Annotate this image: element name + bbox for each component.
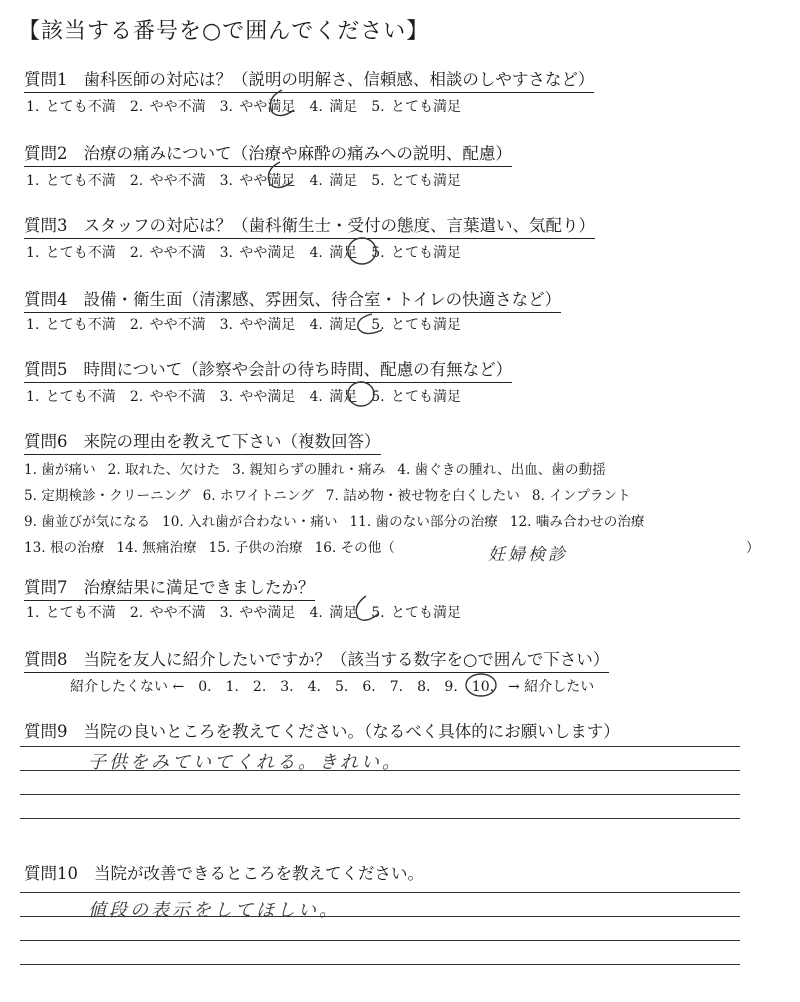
q6-option-10[interactable]: 10. 入れ歯が合わない・痛い <box>162 514 338 530</box>
q8-value-0[interactable]: 0. <box>198 679 212 695</box>
q2-option-2[interactable]: 2. やや不満 <box>129 173 206 189</box>
q6-option-2[interactable]: 2. 取れた、欠けた <box>107 462 221 478</box>
q2-option-4[interactable]: 4. 満足 <box>309 173 358 189</box>
question-6-number: 質問6 <box>24 432 68 451</box>
question-3-number: 質問3 <box>24 216 68 235</box>
q5-option-4[interactable]: 4. 満足 <box>309 389 358 405</box>
q7-selection-circle <box>356 596 378 620</box>
q3-option-1[interactable]: 1. とても不満 <box>26 245 116 261</box>
question-9-text: 当院の良いところを教えてください。（なるべく具体的にお願いします） <box>83 722 620 741</box>
q1-option-5[interactable]: 5. とても満足 <box>371 99 462 115</box>
q1-option-1[interactable]: 1. とても不満 <box>26 99 116 115</box>
q6-option-7[interactable]: 7. 詰め物・被せ物を白くしたい <box>325 488 520 504</box>
q8-value-10[interactable]: 10. <box>471 679 495 695</box>
q6-option-15[interactable]: 15. 子供の治療 <box>208 540 303 556</box>
q8-value-1[interactable]: 1. <box>225 679 239 695</box>
q3-option-3[interactable]: 3. やや満足 <box>219 245 296 261</box>
q8-value-3[interactable]: 3. <box>280 679 294 695</box>
q4-option-3[interactable]: 3. やや満足 <box>219 317 296 333</box>
q8-value-8[interactable]: 8. <box>417 679 431 695</box>
q4-option-4[interactable]: 4. 満足 <box>309 317 358 333</box>
question-4-number: 質問4 <box>24 290 68 309</box>
q1-option-4[interactable]: 4. 満足 <box>309 99 358 115</box>
q6-option-5[interactable]: 5. 定期検診・クリーニング <box>24 488 191 504</box>
q4-option-2[interactable]: 2. やや不満 <box>129 317 206 333</box>
q6-option-14[interactable]: 14. 無痛治療 <box>116 540 197 556</box>
q8-left-label: 紹介したくない ← <box>70 679 185 695</box>
q6-option-11[interactable]: 11. 歯のない部分の治療 <box>349 514 498 530</box>
q2-selection-circle <box>268 162 292 188</box>
question-5-text: 時間について（診察や会計の待ち時間、配慮の有無など） <box>83 360 513 379</box>
q6-option-4[interactable]: 4. 歯ぐきの腫れ、出血、歯の動揺 <box>397 462 606 478</box>
q4-option-5[interactable]: 5. とても満足 <box>371 317 462 333</box>
q2-option-1[interactable]: 1. とても不満 <box>26 173 116 189</box>
q8-selection-circle <box>466 674 496 696</box>
q8-value-4[interactable]: 4. <box>307 679 321 695</box>
q6-option-12[interactable]: 12. 噛み合わせの治療 <box>509 514 645 530</box>
q5-selection-circle <box>348 382 374 406</box>
q3-option-4[interactable]: 4. 満足 <box>309 245 358 261</box>
q5-option-1[interactable]: 1. とても不満 <box>26 389 116 405</box>
q1-option-3[interactable]: 3. やや満足 <box>219 99 296 115</box>
q6-option-8[interactable]: 8. インプラント <box>531 488 631 504</box>
q3-option-5[interactable]: 5. とても満足 <box>371 245 462 261</box>
q9-answer-handwritten[interactable]: 子供をみていてくれる。きれい。 <box>88 752 403 773</box>
q6-option-16[interactable]: 16. その他（ <box>314 540 395 556</box>
q6-option-1[interactable]: 1. 歯が痛い <box>24 462 96 478</box>
question-6-text: 来院の理由を教えて下さい（複数回答） <box>83 432 381 451</box>
q7-option-2[interactable]: 2. やや不満 <box>129 605 206 621</box>
q7-option-1[interactable]: 1. とても不満 <box>26 605 116 621</box>
q6-option-6[interactable]: 6. ホワイトニング <box>202 488 314 504</box>
question-1-number: 質問1 <box>24 70 68 89</box>
q5-option-2[interactable]: 2. やや不満 <box>129 389 206 405</box>
question-7-number: 質問7 <box>24 578 68 597</box>
q7-option-3[interactable]: 3. やや満足 <box>219 605 296 621</box>
q8-right-label: → 紹介したい <box>508 679 595 695</box>
q3-option-2[interactable]: 2. やや不満 <box>129 245 206 261</box>
q8-value-7[interactable]: 7. <box>389 679 404 695</box>
q5-option-3[interactable]: 3. やや満足 <box>219 389 296 405</box>
q6-option-9[interactable]: 9. 歯並びが気になる <box>24 514 151 530</box>
q10-answer-handwritten[interactable]: 値段の表示をしてほしい。 <box>88 900 340 921</box>
q8-value-6[interactable]: 6. <box>362 679 376 695</box>
q6-option-13[interactable]: 13. 根の治療 <box>24 540 105 556</box>
question-8-text: 当院を友人に紹介したいですか？（該当する数字を○で囲んで下さい） <box>83 650 610 669</box>
question-4-text: 設備・衛生面（清潔感、雰囲気、待合室・トイレの快適さなど） <box>83 290 562 309</box>
question-7-text: 治療結果に満足できましたか？ <box>83 578 315 597</box>
q8-value-2[interactable]: 2. <box>252 679 267 695</box>
q4-option-1[interactable]: 1. とても不満 <box>26 317 116 333</box>
question-3-text: スタッフの対応は？（歯科衛生士・受付の態度、言葉遣い、気配り） <box>83 216 595 235</box>
q8-value-5[interactable]: 5. <box>334 679 349 695</box>
question-2-number: 質問2 <box>24 144 68 163</box>
q7-option-4[interactable]: 4. 満足 <box>309 605 358 621</box>
question-5-number: 質問5 <box>24 360 68 379</box>
q2-option-5[interactable]: 5. とても満足 <box>371 173 462 189</box>
question-9-number: 質問9 <box>24 722 68 741</box>
question-10-text: 当院が改善できるところを教えてください。 <box>94 864 424 883</box>
q8-value-9[interactable]: 9. <box>444 679 458 695</box>
q3-selection-circle <box>348 238 376 264</box>
question-10-number: 質問10 <box>24 864 78 883</box>
question-2-text: 治療の痛みについて（治療や麻酔の痛みへの説明、配慮） <box>83 144 512 163</box>
q7-option-5[interactable]: 5. とても満足 <box>371 605 462 621</box>
page-title: 【該当する番号を○で囲んでください】 <box>18 19 430 44</box>
q2-option-3[interactable]: 3. やや満足 <box>219 173 296 189</box>
q1-selection-circle <box>270 90 294 116</box>
question-1-text: 歯科医師の対応は？（説明の明解さ、信頼感、相談のしやすさなど） <box>83 70 595 89</box>
q6-option-3[interactable]: 3. 親知らずの腫れ・痛み <box>232 462 386 478</box>
q4-selection-circle <box>358 314 382 334</box>
question-8-number: 質問8 <box>24 650 68 669</box>
q1-option-2[interactable]: 2. やや不満 <box>129 99 206 115</box>
q5-option-5[interactable]: 5. とても満足 <box>371 389 462 405</box>
q6-other-close-paren: ） <box>746 540 760 556</box>
q6-other-handwritten: 妊婦検診 <box>488 545 568 565</box>
